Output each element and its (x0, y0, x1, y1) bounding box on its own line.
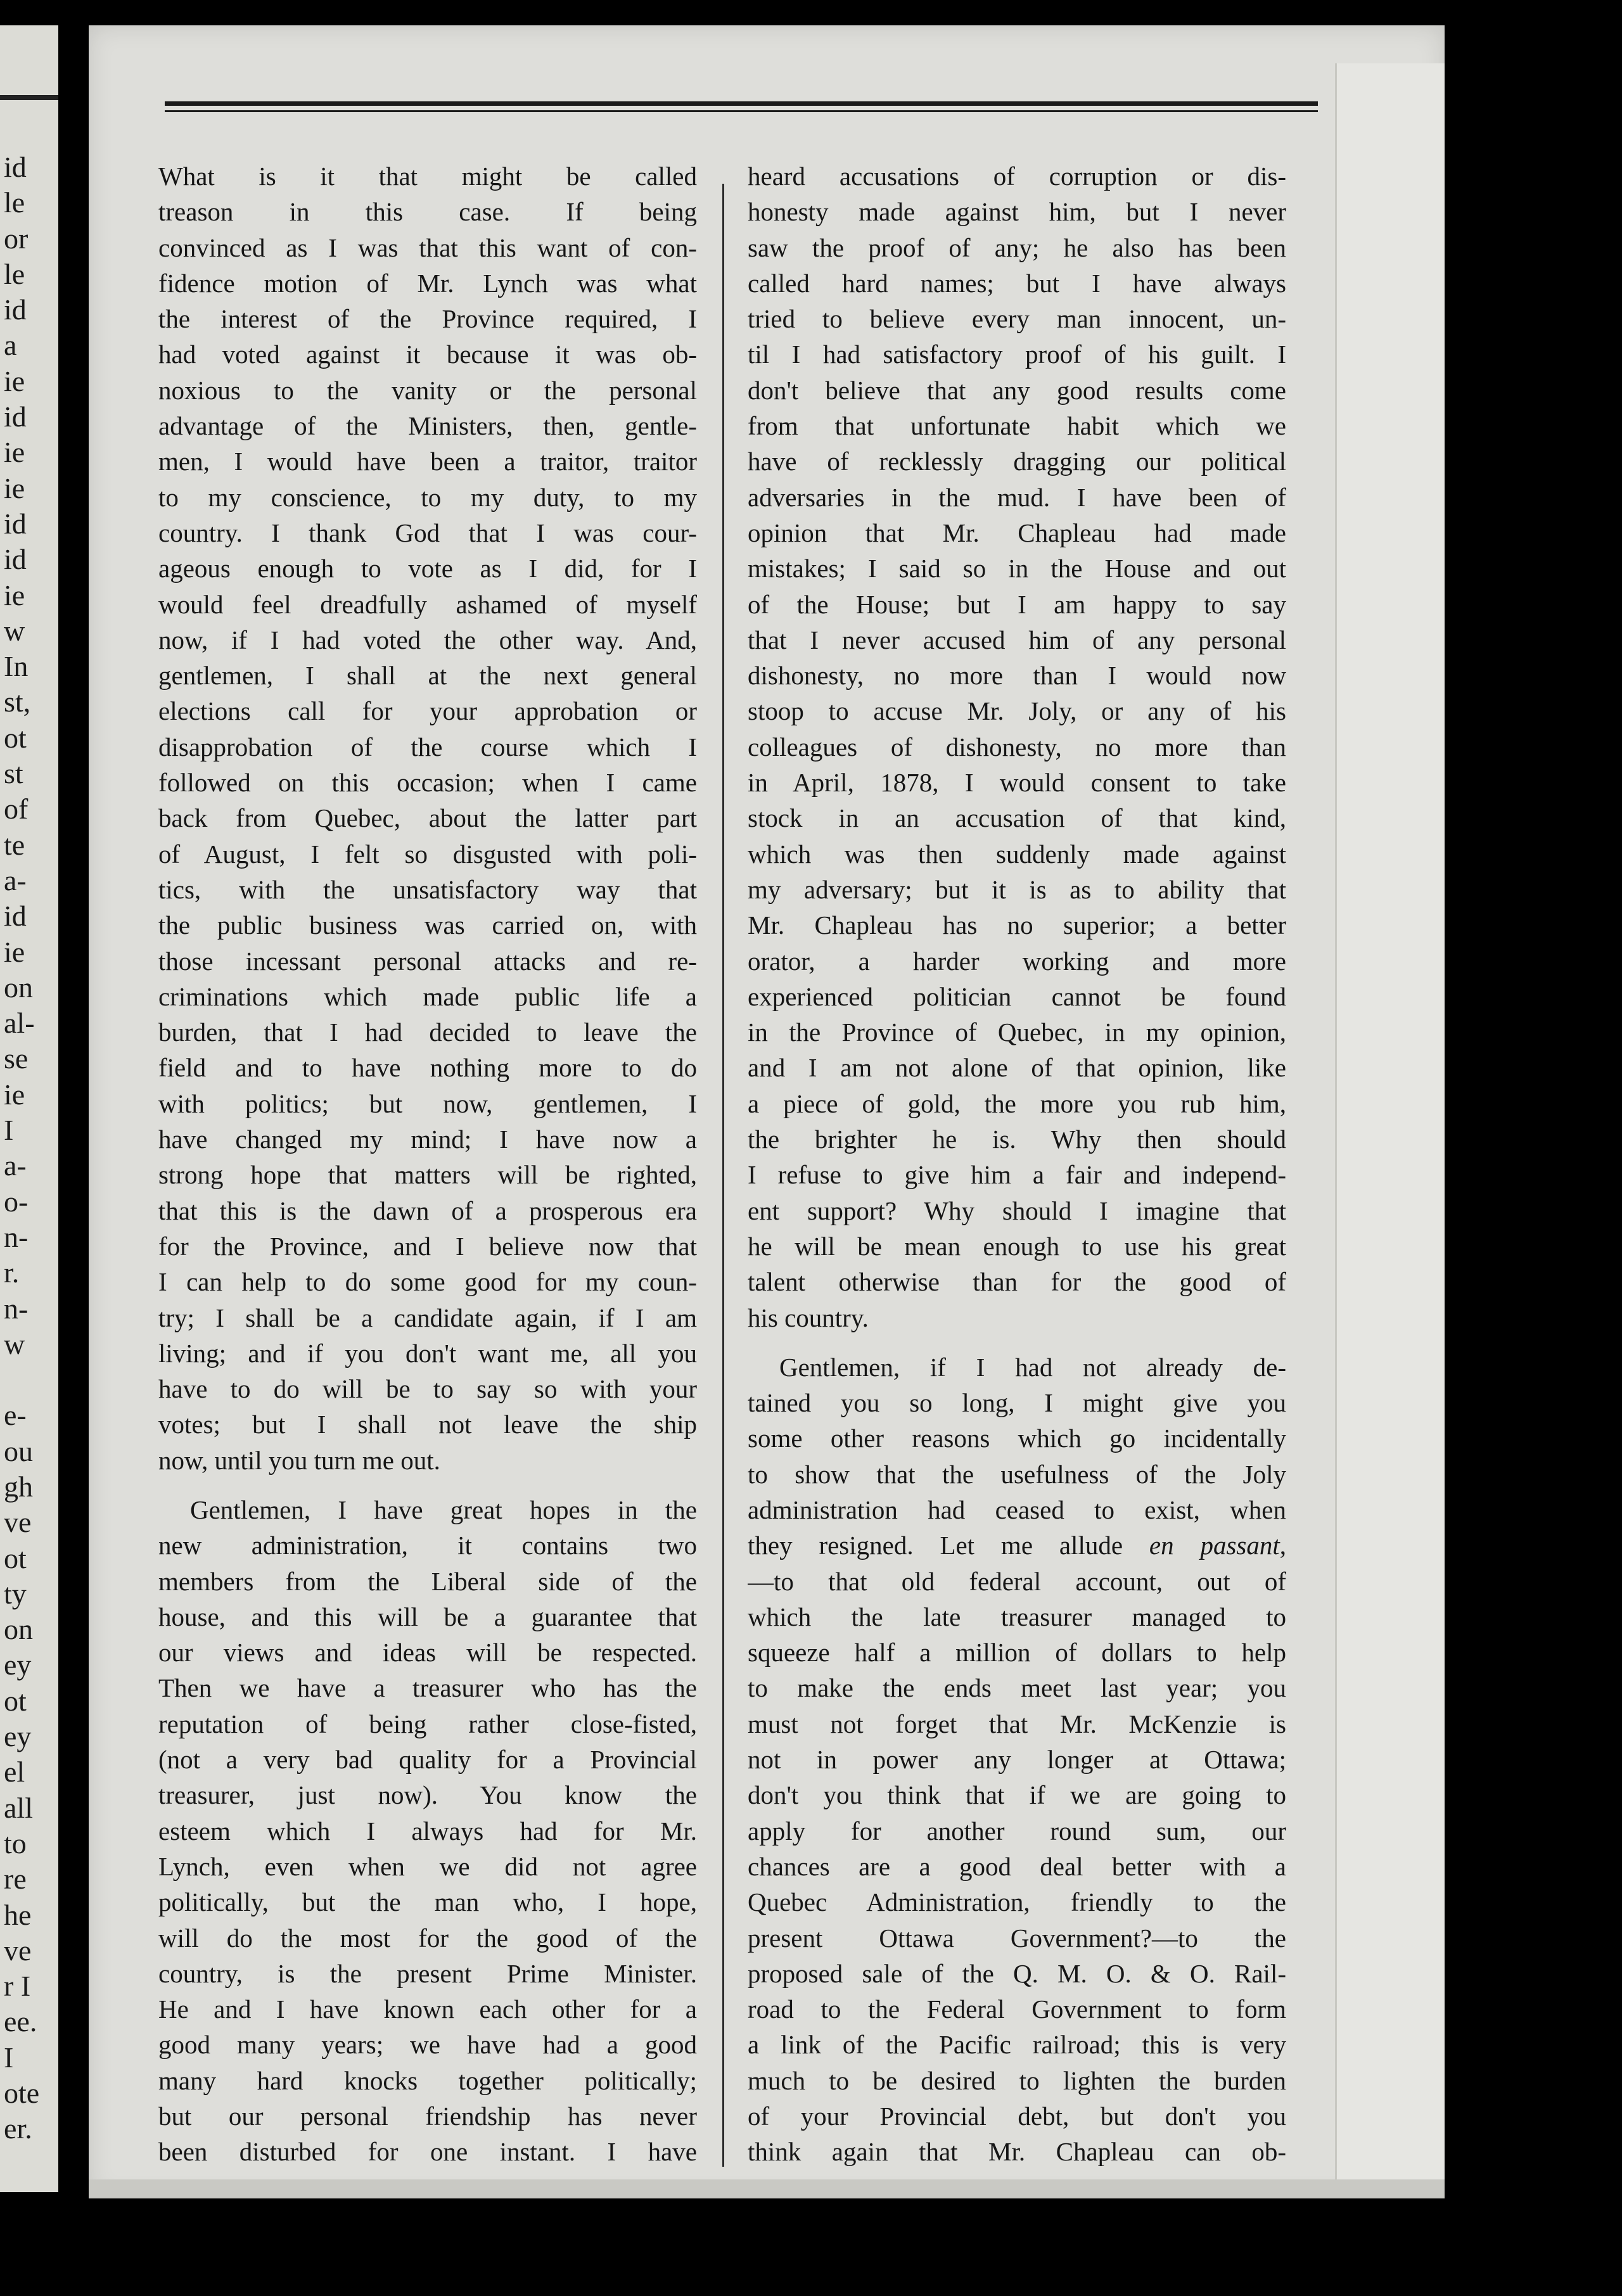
adjacent-fragment: a- (4, 864, 27, 896)
text-line: to make the ends meet last year; you (748, 1673, 1286, 1703)
text-line: criminations which made public life a (158, 981, 697, 1011)
header-rule-thin (165, 110, 1318, 112)
text-line: members from the Liberal side of the (158, 1566, 697, 1596)
text-line: administration had ceased to exist, when (748, 1495, 1286, 1524)
text-line: try; I shall be a candidate again, if I am (158, 1303, 697, 1332)
text-line: would feel dreadfully ashamed of myself (158, 589, 697, 619)
text-line: for the Province, and I believe now that (158, 1231, 697, 1261)
text-line: squeeze half a million of dollars to help (748, 1638, 1286, 1668)
text-line: saw the proof of any; he also has been (748, 233, 1286, 262)
text-line: in April, 1878, I would consent to take (748, 768, 1286, 798)
adjacent-fragment: r I (4, 1970, 31, 2003)
text-line: now, until you turn me out. (158, 1445, 440, 1475)
text-line: opinion that Mr. Chapleau had made (748, 518, 1286, 547)
text-line: and I am not alone of that opinion, like (748, 1053, 1286, 1083)
text-line: those incessant personal attacks and re- (158, 946, 697, 976)
text-line: living; and if you don't want me, all you (158, 1338, 697, 1368)
text-line: don't believe that any good results come (748, 375, 1286, 405)
text-line: ent support? Why should I imagine that (748, 1196, 1286, 1225)
text-line: the brighter he is. Why then should (748, 1125, 1286, 1154)
text-line: tics, with the unsatisfactory way that (158, 874, 697, 904)
text-line: treason in this case. If being (158, 197, 697, 227)
text-column-right (748, 158, 1286, 2170)
adjacent-fragment: st, (4, 686, 31, 718)
adjacent-fragment: a (4, 329, 17, 362)
text-line: don't you think that if we are going to (748, 1780, 1286, 1810)
text-line: noxious to the vanity or the personal (158, 375, 697, 405)
text-line: tained you so long, I might give you (748, 1388, 1286, 1418)
adjacent-fragment: ie (4, 436, 25, 469)
text-line: that this is the dawn of a prosperous era (158, 1196, 697, 1225)
adjacent-fragment: el (4, 1756, 25, 1789)
adjacent-fragment: id (4, 900, 27, 933)
adjacent-fragment: r. (4, 1256, 20, 1289)
text-line: some other reasons which go incidentally (748, 1424, 1286, 1453)
adjacent-fragment: ot (4, 1541, 27, 1574)
text-line: convinced as I was that this want of con- (158, 233, 697, 262)
text-line: from that unfortunate habit which we (748, 411, 1286, 441)
text-line: new administration, it contains two (158, 1531, 697, 1560)
text-line: —to that old federal account, out of (748, 1566, 1286, 1596)
text-line: experienced politician cannot be found (748, 981, 1286, 1011)
page-right-margin (1335, 63, 1445, 2179)
text-line: a piece of gold, the more you rub him, (748, 1088, 1286, 1118)
text-line: much to be desired to lighten the burden (748, 2065, 1286, 2095)
text-line: fidence motion of Mr. Lynch was what (158, 268, 697, 298)
adjacent-fragment: ote (4, 2077, 40, 2110)
text-line: I refuse to give him a fair and independ- (748, 1160, 1286, 1190)
text-line: strong hope that matters will be righted, (158, 1160, 697, 1190)
adjacent-fragment: ie (4, 471, 25, 504)
adjacent-fragment: ve (4, 1506, 32, 1539)
adjacent-fragment: w (4, 614, 25, 647)
adjacent-fragment: id (4, 293, 27, 326)
text-line: of August, I felt so disgusted with poli- (158, 839, 697, 869)
text-line: politically, but the man who, I hope, (158, 1887, 697, 1917)
adjacent-fragment: ie (4, 578, 25, 611)
newspaper-page (89, 25, 1445, 2198)
text-line: my adversary; but it is as to ability that (748, 874, 1286, 904)
adjacent-fragment: ie (4, 1078, 25, 1111)
text-line: advantage of the Ministers, then, gentle- (158, 411, 697, 441)
text-line: in the Province of Quebec, in my opinion, (748, 1017, 1286, 1047)
text-line: followed on this occasion; when I came (158, 768, 697, 798)
text-line: apply for another round sum, our (748, 1816, 1286, 1846)
text-line: stock in an accusation of that kind, (748, 803, 1286, 833)
text-line: house, and this will be a guarantee that (158, 1602, 697, 1631)
adjacent-fragment: of (4, 793, 29, 826)
adjacent-fragment: re (4, 1863, 27, 1896)
adjacent-fragment: n- (4, 1292, 29, 1325)
adjacent-fragment: id (4, 507, 27, 540)
adjacent-fragment: to (4, 1827, 27, 1859)
text-line: a link of the Pacific railroad; this is very (748, 2030, 1286, 2060)
text-line: called hard names; but I have always (748, 268, 1286, 298)
text-line: road to the Federal Government to form (748, 1994, 1286, 2024)
text-line: think again that Mr. Chapleau can ob- (748, 2137, 1286, 2167)
text-line: gentlemen, I shall at the next general (158, 661, 697, 691)
adjacent-fragment: ot (4, 721, 27, 754)
text-line: esteem which I always had for Mr. (158, 1816, 697, 1846)
text-line: heard accusations of corruption or dis- (748, 162, 1286, 191)
text-line: the public business was carried on, with (158, 910, 697, 940)
adjacent-fragment: ou (4, 1434, 33, 1467)
adjacent-fragment: or (4, 222, 29, 255)
text-line: country. I thank God that I was cour- (158, 518, 697, 547)
text-line: reputation of being rather close-fisted, (158, 1709, 697, 1738)
adjacent-fragment: ee. (4, 2005, 37, 2038)
adjacent-fragment: le (4, 186, 25, 219)
adjacent-fragment: I (4, 1114, 14, 1147)
text-line: mistakes; I said so in the House and out (748, 554, 1286, 584)
adjacent-fragment: se (4, 1042, 29, 1075)
adjacent-page-rule (0, 95, 58, 100)
text-line: not in power any longer at Ottawa; (748, 1745, 1286, 1775)
adjacent-fragment: id (4, 543, 27, 576)
text-line: the interest of the Province required, I (158, 304, 697, 334)
text-line: he will be mean enough to use his great (748, 1231, 1286, 1261)
text-line: talent otherwise than for the good of (748, 1267, 1286, 1297)
page-bottom-edge (89, 2179, 1445, 2198)
adjacent-fragment (4, 1362, 39, 1398)
adjacent-fragment: ot (4, 1684, 27, 1717)
text-line: that I never accused him of any personal (748, 625, 1286, 654)
text-line: country, is the present Prime Minister. (158, 1958, 697, 1988)
adjacent-fragment: ey (4, 1720, 32, 1753)
text-line: which was then suddenly made against (748, 839, 1286, 869)
text-line: colleagues of dishonesty, no more than (748, 732, 1286, 762)
text-line: treasurer, just now). You know the (158, 1780, 697, 1810)
text-line: but our personal friendship has never (158, 2101, 697, 2131)
text-line: good many years; we have had a good (158, 2030, 697, 2060)
text-line: Quebec Administration, friendly to the (748, 1887, 1286, 1917)
text-line: must not forget that Mr. McKenzie is (748, 1709, 1286, 1738)
adjacent-fragment: e- (4, 1399, 27, 1432)
text-line: of your Provincial debt, but don't you (748, 2101, 1286, 2131)
text-line: Gentlemen, I have great hopes in the (190, 1495, 697, 1524)
text-line: til I had satisfactory proof of his guilt. I (748, 340, 1286, 369)
text-line: have of recklessly dragging our political (748, 447, 1286, 476)
adjacent-page-text-fragments (4, 150, 39, 2147)
adjacent-fragment: ve (4, 1934, 32, 1967)
text-line: have changed my mind; I have now a (158, 1125, 697, 1154)
text-line: elections call for your approbation or (158, 696, 697, 726)
text-line: many hard knocks together politically; (158, 2065, 697, 2095)
text-line: He and I have known each other for a (158, 1994, 697, 2024)
text-line: adversaries in the mud. I have been of (748, 482, 1286, 512)
adjacent-fragment: ie (4, 364, 25, 397)
adjacent-fragment: o- (4, 1185, 29, 1218)
text-line: now, if I had voted the other way. And, (158, 625, 697, 654)
text-line: votes; but I shall not leave the ship (158, 1410, 697, 1439)
text-line: to show that the usefulness of the Joly (748, 1459, 1286, 1489)
adjacent-page-strip (0, 25, 58, 2192)
text-line: field and to have nothing more to do (158, 1053, 697, 1083)
header-rule (165, 101, 1318, 106)
text-line: Mr. Chapleau has no superior; a better (748, 910, 1286, 940)
adjacent-fragment: id (4, 151, 27, 183)
adjacent-fragment: ty (4, 1577, 27, 1610)
adjacent-fragment: he (4, 1898, 32, 1931)
text-column-left (158, 158, 697, 2170)
text-line: been disturbed for one instant. I have (158, 2137, 697, 2167)
text-line: have to do will be to say so with your (158, 1374, 697, 1404)
adjacent-fragment: er. (4, 2112, 32, 2145)
text-line: back from Quebec, about the latter part (158, 803, 697, 833)
adjacent-fragment: on (4, 1613, 33, 1646)
text-line: dishonesty, no more than I would now (748, 661, 1286, 691)
text-line: Lynch, even when we did not agree (158, 1851, 697, 1881)
adjacent-fragment: n- (4, 1220, 29, 1253)
column-divider (722, 184, 724, 2167)
text-line: stoop to accuse Mr. Joly, or any of his (748, 696, 1286, 726)
adjacent-fragment: id (4, 400, 27, 433)
adjacent-fragment: on (4, 971, 33, 1004)
text-line: to my conscience, to my duty, to my (158, 482, 697, 512)
text-line: Gentlemen, if I had not already de- (779, 1352, 1286, 1382)
text-line: What is it that might be called (158, 162, 697, 191)
text-line: our views and ideas will be respected. (158, 1638, 697, 1668)
adjacent-fragment: In (4, 650, 29, 683)
text-line: his country. (748, 1303, 869, 1332)
adjacent-fragment: ie (4, 935, 25, 968)
adjacent-fragment: le (4, 257, 25, 290)
adjacent-fragment: I (4, 2041, 14, 2074)
adjacent-fragment: te (4, 828, 25, 861)
adjacent-fragment: w (4, 1327, 25, 1360)
adjacent-fragment: all (4, 1791, 33, 1824)
text-line: disapprobation of the course which I (158, 732, 697, 762)
text-line: (not a very bad quality for a Provincial (158, 1745, 697, 1775)
text-line: had voted against it because it was ob- (158, 340, 697, 369)
text-line: Then we have a treasurer who has the (158, 1673, 697, 1703)
adjacent-fragment: a- (4, 1149, 27, 1182)
text-line: I can help to do some good for my coun- (158, 1267, 697, 1297)
adjacent-fragment: al- (4, 1007, 35, 1040)
text-line: burden, that I had decided to leave the (158, 1017, 697, 1047)
paragraph-gap (158, 1478, 697, 1492)
paragraph-gap (748, 1336, 1286, 1349)
text-line: honesty made against him, but I never (748, 197, 1286, 227)
text-line: will do the most for the good of the (158, 1923, 697, 1953)
text-line: tried to believe every man innocent, un- (748, 304, 1286, 334)
text-line: which the late treasurer managed to (748, 1602, 1286, 1631)
text-line: with politics; but now, gentlemen, I (158, 1088, 697, 1118)
text-line: men, I would have been a traitor, traitor (158, 447, 697, 476)
adjacent-fragment: gh (4, 1470, 33, 1503)
adjacent-fragment: ey (4, 1649, 32, 1681)
text-line: they resigned. Let me allude en passant, (748, 1531, 1286, 1560)
text-line: of the House; but I am happy to say (748, 589, 1286, 619)
text-line: proposed sale of the Q. M. O. & O. Rail- (748, 1958, 1286, 1988)
text-line: chances are a good deal better with a (748, 1851, 1286, 1881)
text-line: present Ottawa Government?—to the (748, 1923, 1286, 1953)
adjacent-fragment: st (4, 757, 23, 790)
text-line: orator, a harder working and more (748, 946, 1286, 976)
text-line: ageous enough to vote as I did, for I (158, 554, 697, 584)
